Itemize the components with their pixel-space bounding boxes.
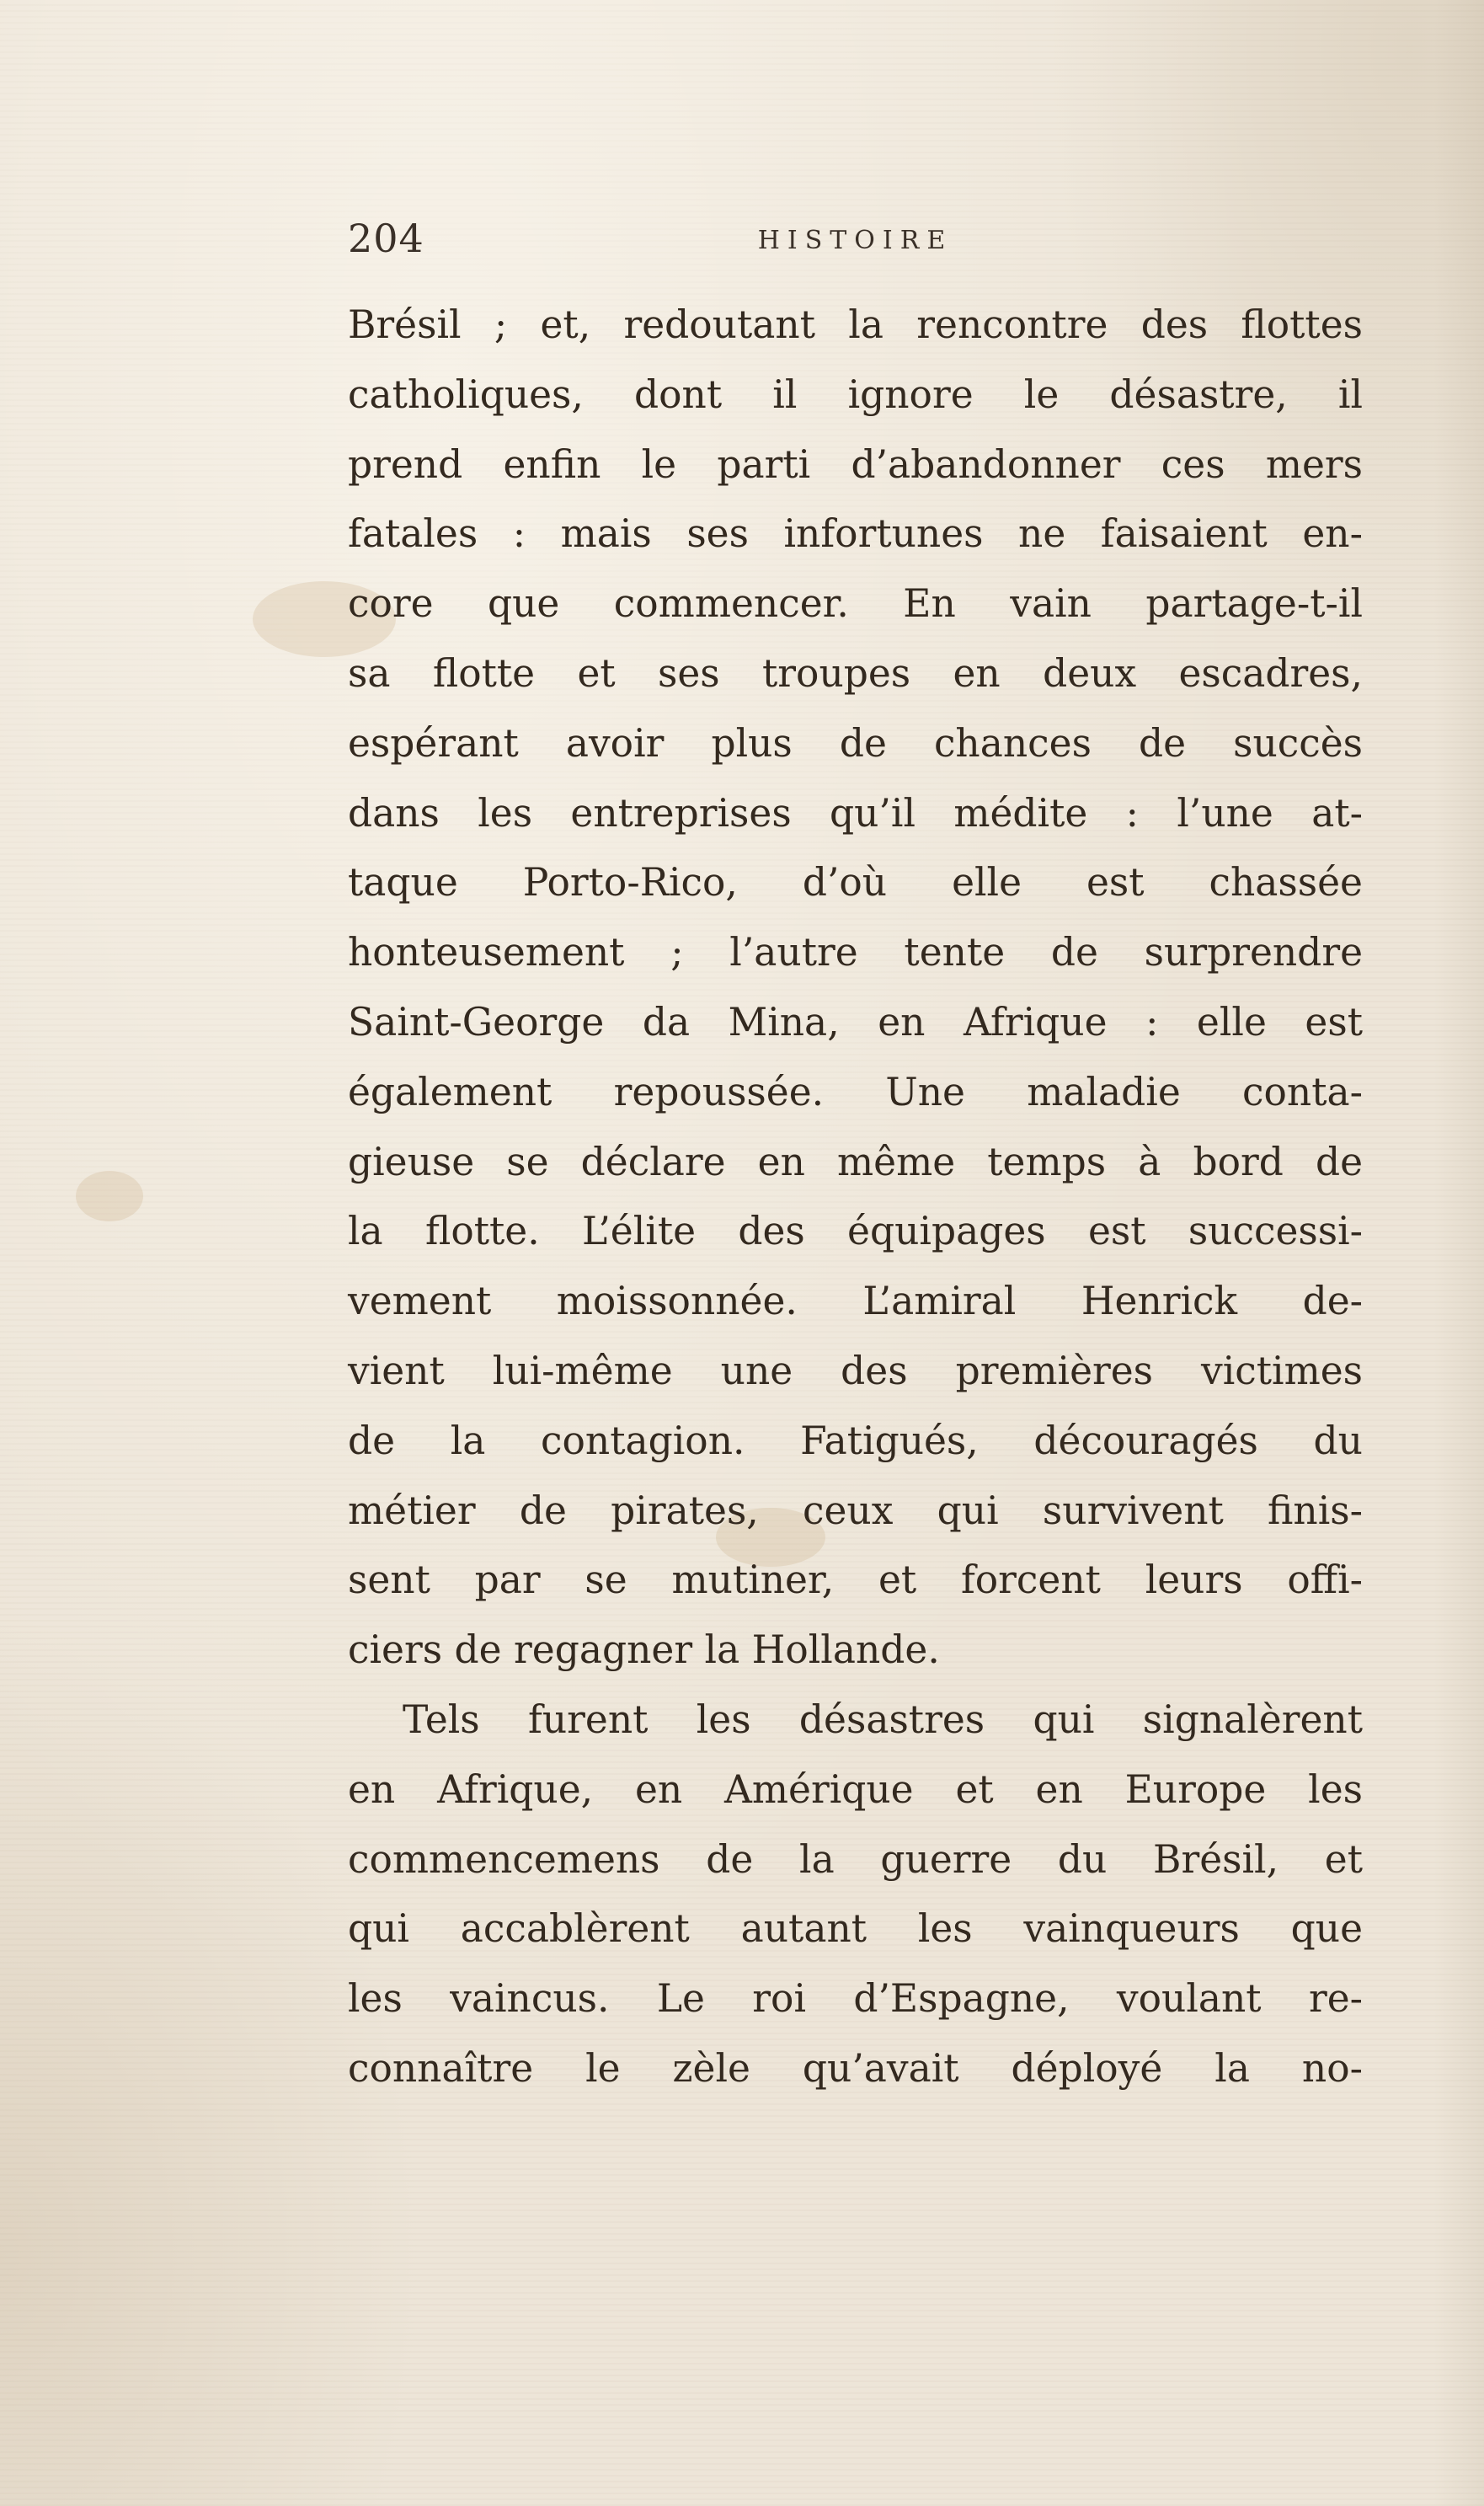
page-number: 204 [348, 216, 424, 261]
text-line: espérant avoir plus de chances de succès [348, 720, 1363, 766]
text-line: métier de pirates, ceux qui survivent finis- [348, 1488, 1363, 1533]
text-line: commencemens de la guerre du Brésil, et [348, 1836, 1363, 1882]
text-line: vient lui-même une des premières victimes [348, 1348, 1363, 1393]
text-line: prend enfin le parti d’abandonner ces mers [348, 441, 1363, 487]
text-line: connaître le zèle qu’avait déployé la no- [348, 2045, 1363, 2091]
text-line: gieuse se déclare en même temps à bord de [348, 1139, 1363, 1184]
page-header [348, 216, 1363, 283]
text-line: de la contagion. Fatigués, découragés du [348, 1418, 1363, 1463]
text-line: vement moissonnée. L’amiral Henrick de- [348, 1279, 1363, 1324]
text-line: les vaincus. Le roi d’Espagne, voulant re- [348, 1976, 1363, 2022]
body-text [348, 291, 1363, 2104]
text-line: sa flotte et ses troupes en deux escadres, [348, 650, 1363, 696]
text-line: fatales : mais ses infortunes ne faisaient en- [348, 511, 1363, 557]
text-line-paragraph-start: Tels furent les désastres qui signalèrent [403, 1696, 1363, 1742]
running-head: HISTOIRE [757, 226, 953, 255]
text-line: en Afrique, en Amérique et en Europe les [348, 1766, 1363, 1812]
text-line: catholiques, dont il ignore le désastre, il [348, 371, 1363, 417]
text-line: honteusement ; l’autre tente de surprendre [348, 930, 1363, 975]
text-line: la flotte. L’élite des équipages est successi- [348, 1209, 1363, 1254]
text-line-paragraph-end: ciers de regagner la Hollande. [348, 1627, 940, 1673]
text-line: Brésil ; et, redoutant la rencontre des flottes [348, 302, 1363, 347]
paper-stain [76, 1171, 143, 1221]
text-line: Saint-George da Mina, en Afrique : elle est [348, 999, 1363, 1045]
text-line: également repoussée. Une maladie conta- [348, 1069, 1363, 1114]
text-line: core que commencer. En vain partage-t-il [348, 581, 1363, 627]
text-line: sent par se mutiner, et forcent leurs offi- [348, 1558, 1363, 1603]
text-line: taque Porto-Rico, d’où elle est chassée [348, 860, 1363, 906]
text-line: qui accablèrent autant les vainqueurs que [348, 1906, 1363, 1952]
page-gutter-shadow [1433, 0, 1484, 2506]
text-line: dans les entreprises qu’il médite : l’une at- [348, 790, 1363, 836]
